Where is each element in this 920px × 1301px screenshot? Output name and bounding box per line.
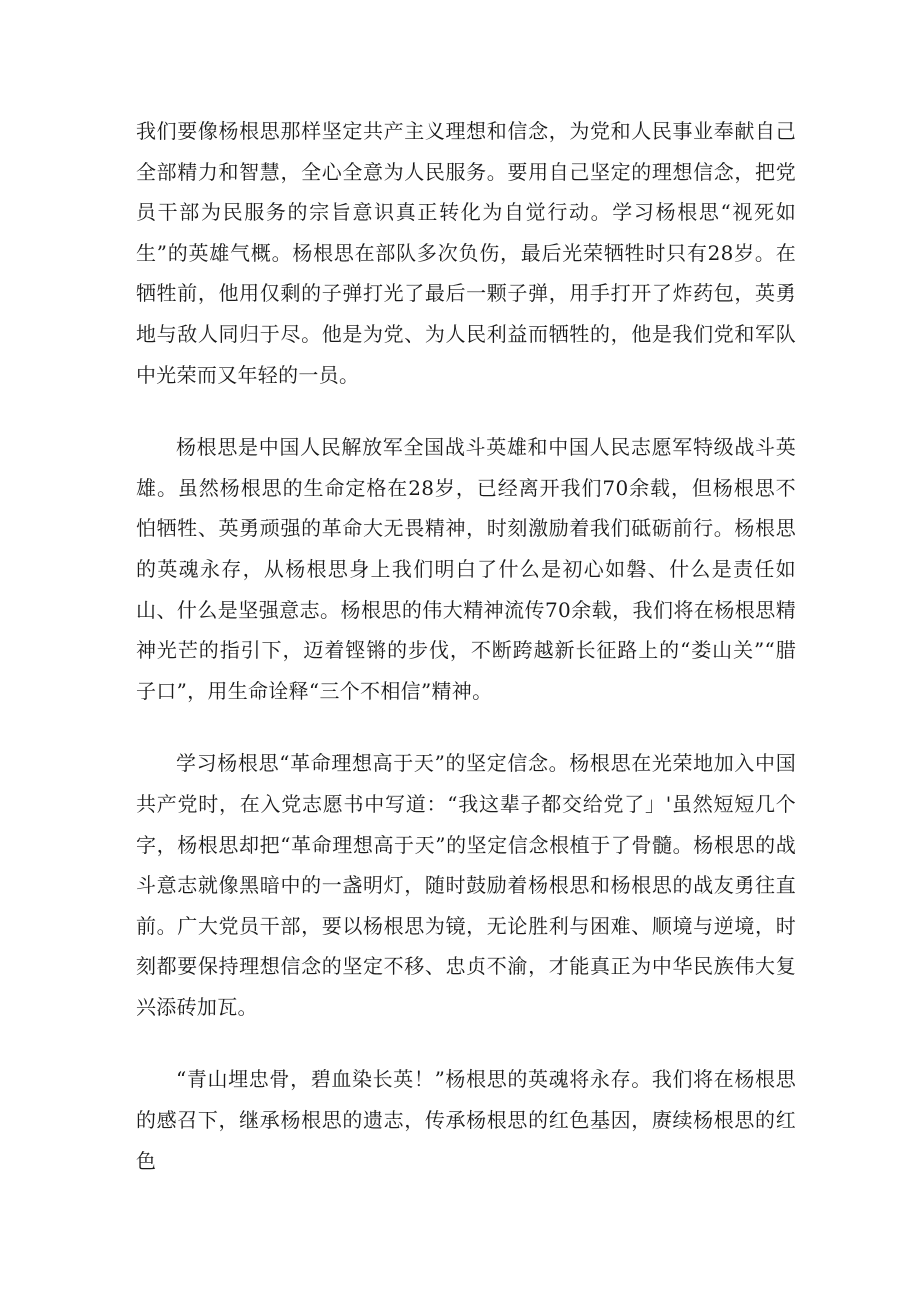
paragraph-2: 杨根思是中国人民解放军全国战斗英雄和中国人民志愿军特级战斗英雄。虽然杨根思的生命定格在28岁，已经离开我们70余载，但杨根思不怕牺牲、英勇顽强的革命大无畏精神，时刻激励着我们砥砺前行。杨根思的英魂永存，从杨根思身上我们明白了什么是初心如磐、什么是责任如山、什么是坚强意志。杨根思的伟大精神流传70余载，我们将在杨根思精神光芒的指引下，迈着铿锵的步伐，不断跨越新长征路上的“娄山关”“腊子口”，用生命诠释“三个不相信”精神。	[136, 435, 796, 703]
document-body	[136, 111, 796, 1213]
paragraph-1: 我们要像杨根思那样坚定共产主义理想和信念，为党和人民事业奉献自己全部精力和智慧，全心全意为人民服务。要用自己坚定的理想信念，把党员干部为民服务的宗旨意识真正转化为自觉行动。学习杨根思“视死如生”的英雄气概。杨根思在部队多次负伤，最后光荣牺牲时只有28岁。在牺牲前，他用仅剩的子弹打光了最后一颗子弹，用手打开了炸药包，英勇地与敌人同归于尽。他是为党、为人民利益而牺牲的，他是我们党和军队中光荣而又年轻的一员。	[136, 119, 796, 387]
paragraph-3: 学习杨根思“革命理想高于天”的坚定信念。杨根思在光荣地加入中国共产党时，在入党志愿书中写道：“我这辈子都交给党了」'虽然短短几个字，杨根思却把“革命理想高于天”的坚定信念根植于了骨髓。杨根思的战斗意志就像黑暗中的一盏明灯，随时鼓励着杨根思和杨根思的战友勇往直前。广大党员干部，要以杨根思为镜，无论胜利与困难、顺境与逆境，时刻都要保持理想信念的坚定不移、忠贞不渝，才能真正为中华民族伟大复兴添砖加瓦。	[136, 751, 796, 1019]
paragraph-4: “青山埋忠骨，碧血染长英！”杨根思的英魂将永存。我们将在杨根思的感召下，继承杨根思的遗志，传承杨根思的红色基因，赓续杨根思的红色	[136, 1067, 796, 1173]
